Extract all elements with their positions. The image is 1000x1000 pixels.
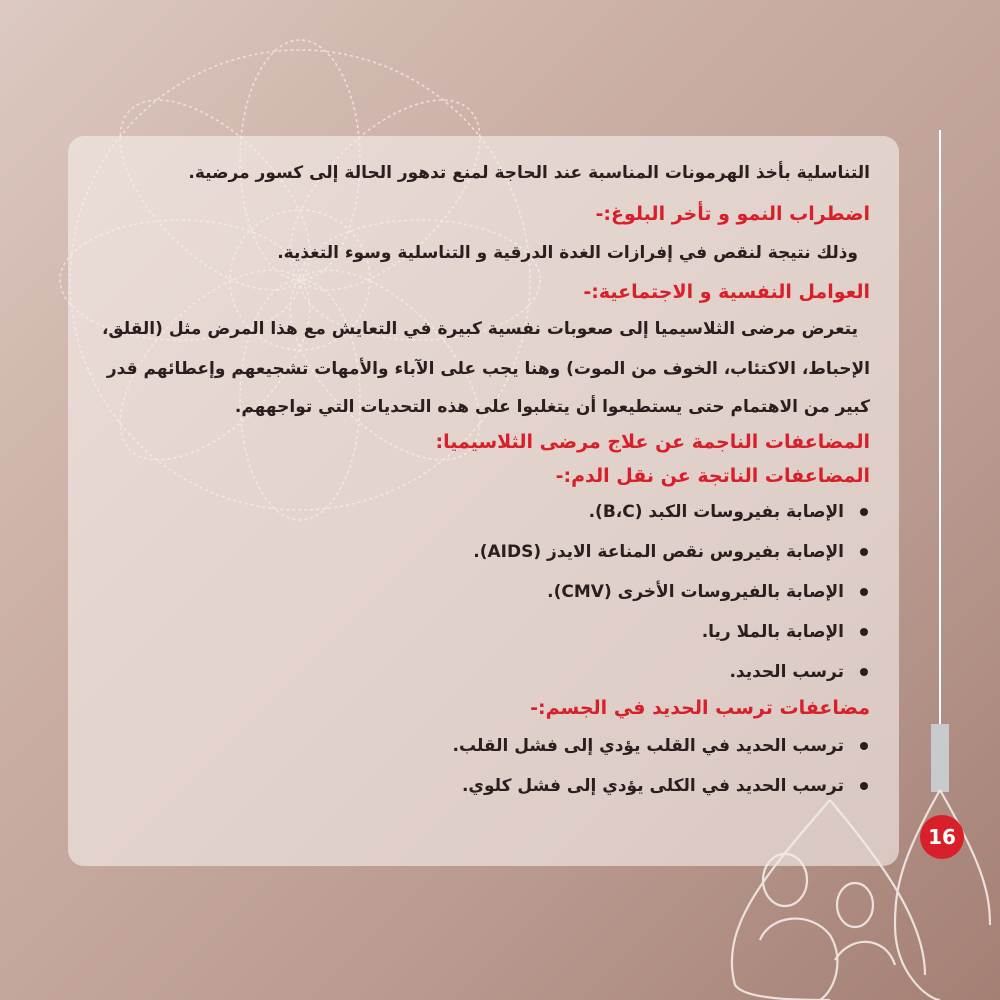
side-bar: [931, 724, 949, 792]
transfusion-heading: المضاعفات الناتجة عن نقل الدم:-: [555, 465, 870, 487]
page-content: [101, 160, 870, 798]
list-item-text: الإصابة بفيروسات الكبد (B،C).: [588, 502, 844, 522]
bullet-icon: [860, 628, 868, 636]
psych-paragraph: [101, 318, 870, 418]
bullet-icon: [860, 508, 868, 516]
bullet-icon: [860, 742, 868, 750]
list-item: [120, 660, 870, 684]
psych-line: يتعرض مرضى الثلاسيميا إلى صعوبات نفسية كبيرة في التعايش مع هذا المرض مثل (القلق،: [101, 319, 858, 339]
psych-line: الإحباط، الاكتئاب، الخوف من الموت) وهنا يجب على الآباء والأمهات تشجيعهم وإعطائهم قدر: [106, 359, 870, 379]
list-item: [120, 774, 870, 798]
iron-list: [120, 734, 870, 798]
intro-text: التناسلية بأخذ الهرمونات المناسبة عند الحاجة لمنع تدهور الحالة إلى كسور مرضية.: [188, 163, 870, 183]
iron-heading: مضاعفات ترسب الحديد في الجسم:-: [530, 697, 870, 719]
bullet-icon: [860, 588, 868, 596]
transfusion-list: [120, 500, 870, 684]
page-number: 16: [920, 815, 964, 859]
complications-heading: المضاعفات الناجمة عن علاج مرضى الثلاسيميا:: [435, 431, 870, 453]
list-item-text: ترسب الحديد في القلب يؤدي إلى فشل القلب.: [452, 736, 844, 756]
list-item: [120, 620, 870, 644]
side-line: [939, 130, 941, 730]
growth-heading: اضطراب النمو و تأخر البلوغ:-: [595, 203, 870, 225]
list-item: [120, 734, 870, 758]
bullet-icon: [860, 548, 868, 556]
psych-heading: العوامل النفسية و الاجتماعية:-: [583, 281, 870, 303]
list-item-text: الإصابة بفيروس نقص المناعة الايدز (AIDS).: [473, 542, 844, 562]
list-item-text: الإصابة بالفيروسات الأخرى (CMV).: [547, 582, 844, 602]
list-item-text: ترسب الحديد.: [729, 662, 844, 682]
bullet-icon: [860, 668, 868, 676]
growth-text: وذلك نتيجة لنقص في إفرازات الغدة الدرقية و التناسلية وسوء التغذية.: [277, 243, 858, 263]
list-item-text: ترسب الحديد في الكلى يؤدي إلى فشل كلوي.: [461, 776, 844, 796]
list-item: [120, 540, 870, 564]
psych-line: كبير من الاهتمام حتى يستطيعوا أن يتغلبوا على هذه التحديات التي تواجههم.: [234, 397, 870, 417]
list-item: [120, 580, 870, 604]
bullet-icon: [860, 782, 868, 790]
list-item-text: الإصابة بالملا ريا.: [701, 622, 844, 642]
list-item: [120, 500, 870, 524]
